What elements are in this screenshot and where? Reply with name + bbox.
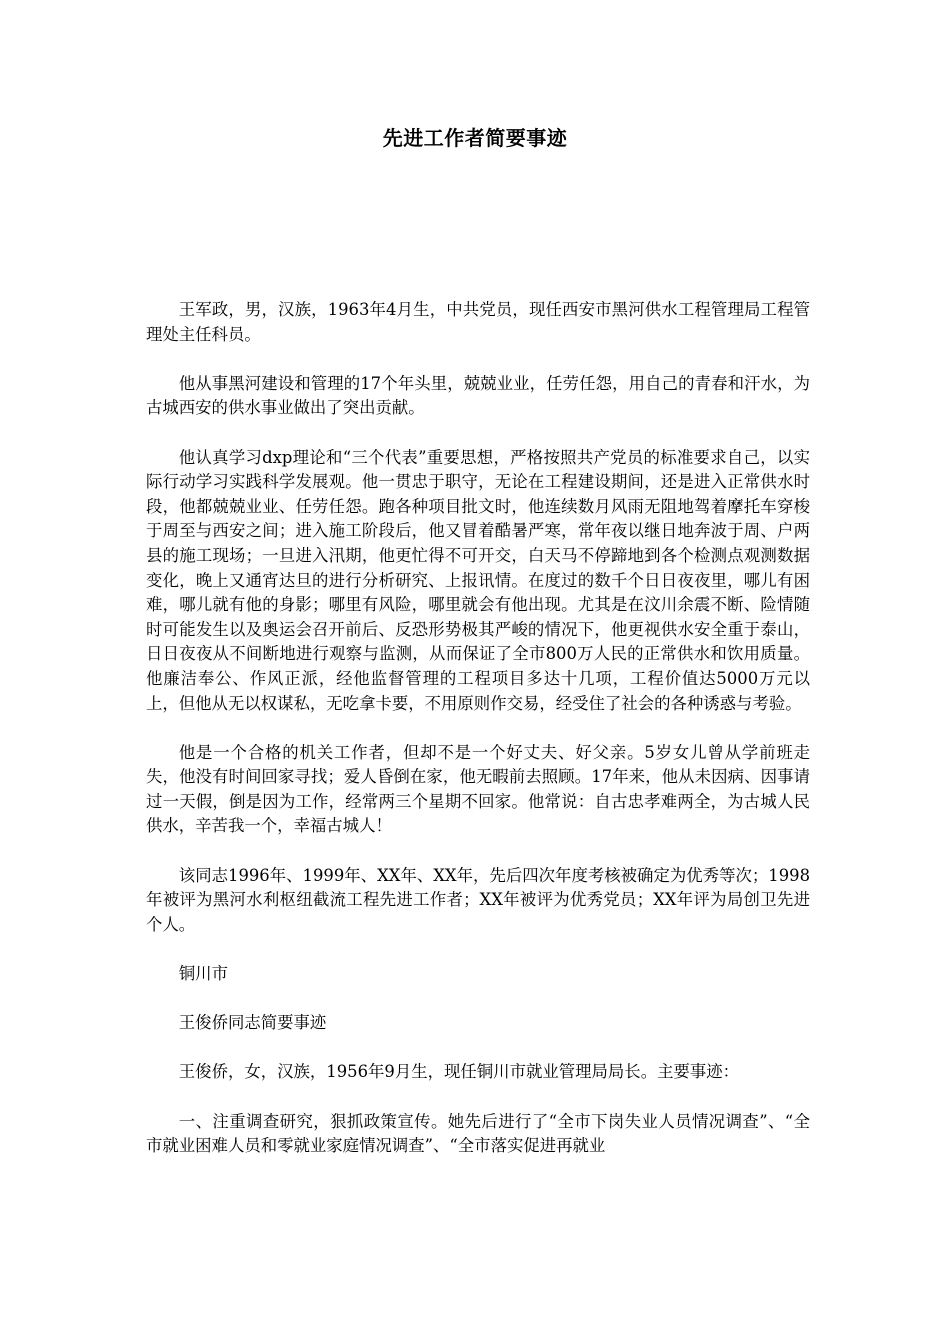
- paragraph-3: 他认真学习dxp理论和“三个代表”重要思想，严格按照共产党员的标准要求自己，以实际行动学习实践科学发展观。他一贯忠于职守，无论在工程建设期间，还是进入正常供水时段，他都兢兢业业、任劳任怨。跑各种项目批文时，他连续数月风雨无阻地驾着摩托车穿梭于周至与西安之间；进入施工阶段后，他又冒着酷暑严寒，常年夜以继日地奔波于周、户两县的施工现场；一旦进入汛期，他更忙得不可开交，白天马不停蹄地到各个检测点观测数据变化，晚上又通宵达旦的进行分析研究、上报讯情。在度过的数千个日日夜夜里，哪儿有困难，哪儿就有他的身影；哪里有风险，哪里就会有他出现。尤其是在汶川余震不断、险情随时可能发生以及奥运会召开前后、反恐形势极其严峻的情况下，他更视供水安全重于泰山，日日夜夜从不间断地进行观察与监测，从而保证了全市800万人民的正常供水和饮用质量。他廉洁奉公、作风正派，经他监督管理的工程项目多达十几项，工程价值达5000万元以上，但他从无以权谋私，无吃拿卡要，不用原则作交易，经受住了社会的各种诱惑与考验。: [146, 447, 810, 713]
- paragraph-5: 该同志1996年、1999年、XX年、XX年，先后四次年度考核被确定为优秀等次；1998年被评为黑河水利枢纽截流工程先进工作者；XX年被评为优秀党员；XX年评为局创卫先进个人。: [146, 865, 810, 934]
- document-title: 先进工作者简要事迹: [382, 126, 568, 150]
- paragraph-1: 王军政，男，汉族，1963年4月生，中共党员，现任西安市黑河供水工程管理局工程管理处主任科员。: [146, 300, 810, 344]
- paragraph-7: 一、注重调查研究，狠抓政策宣传。她先后进行了“全市下岗失业人员情况调查”、“全市就业困难人员和零就业家庭情况调查”、“全市落实促进再就业: [146, 1111, 810, 1156]
- paragraph-4: 他是一个合格的机关工作者，但却不是一个好丈夫、好父亲。5岁女儿曾从学前班走失，他没有时间回家寻找；爱人昏倒在家，他无暇前去照顾。17年来，他从未因病、因事请过一天假，倒是因为工作，经常两三个星期不回家。他常说：自古忠孝难两全，为古城人民供水，辛苦我一个，幸福古城人！: [146, 742, 810, 836]
- paragraph-6: 王俊侨，女，汉族，1956年9月生，现任铜川市就业管理局局长。主要事迹：: [178, 1062, 740, 1082]
- section-city-heading: 铜川市: [178, 964, 228, 984]
- document-body: [146, 298, 810, 1183]
- paragraph-2: 他从事黑河建设和管理的17个年头里，兢兢业业，任劳任怨，用自己的青春和汗水，为古城西安的供水事业做出了突出贡献。: [146, 373, 810, 418]
- section-person-heading: 王俊侨同志简要事迹: [178, 1013, 327, 1033]
